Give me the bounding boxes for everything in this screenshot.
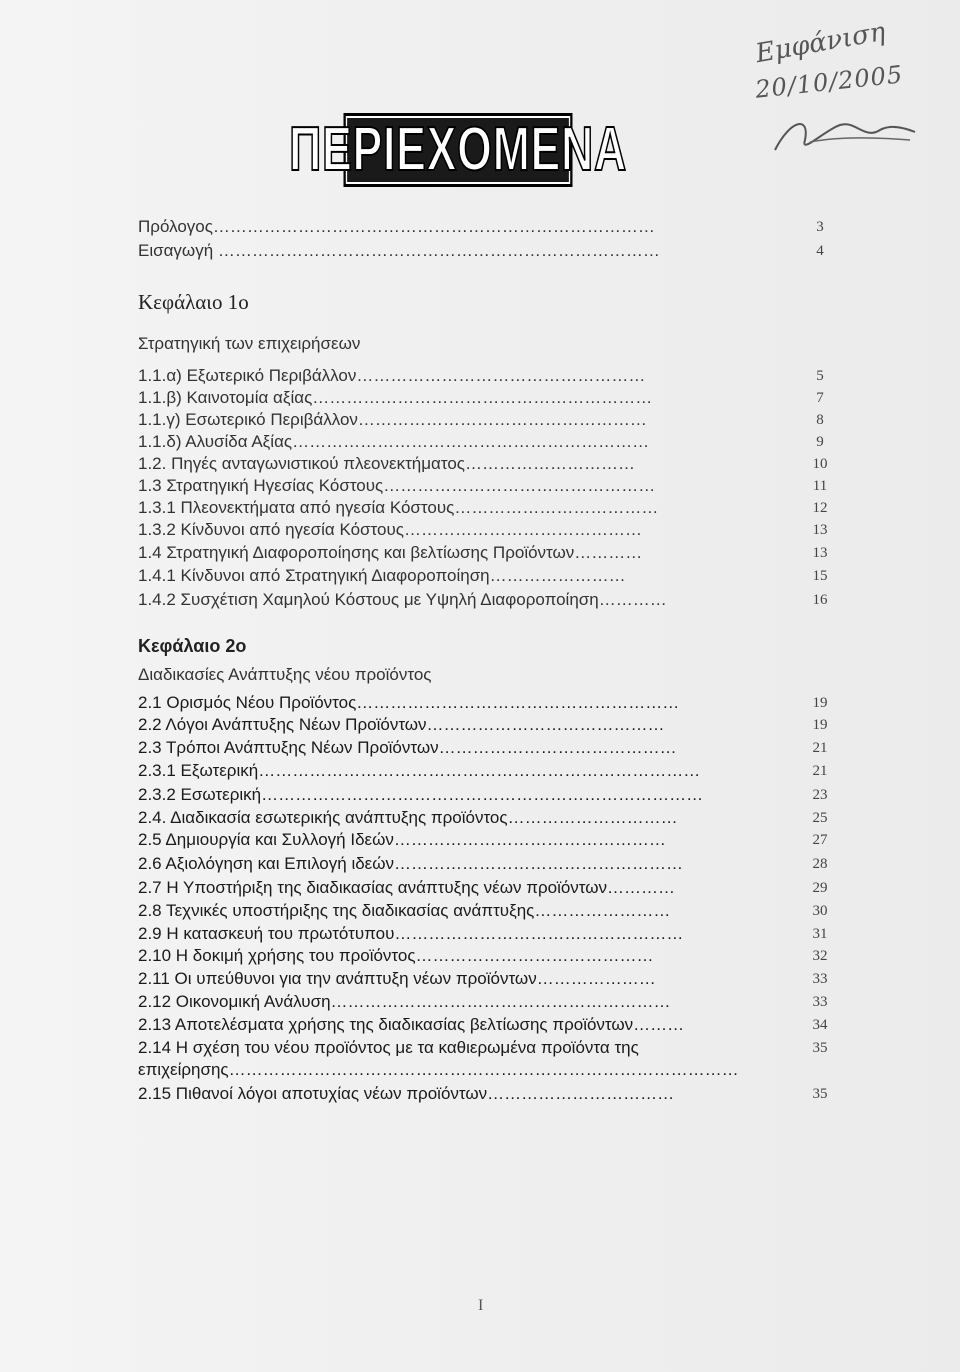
toc-page-number: 25 [812, 810, 828, 826]
toc-page-number: 29 [812, 880, 828, 896]
toc-entry: 2.12 Οικονομική Ανάλυση…………………………………………………… [138, 992, 671, 1011]
toc-page-number: 27 [812, 832, 828, 848]
footer-page-number: I [478, 1297, 484, 1314]
toc-page-number: 35 [812, 1086, 828, 1102]
toc-entry: 2.8 Τεχνικές υποστήριξης της διαδικασίας ανάπτυξης…………………… [138, 901, 671, 920]
toc-page-number: 34 [812, 1017, 828, 1033]
toc-entry: 1.3 Στρατηγική Ηγεσίας Κόστους………………………………………… [138, 476, 656, 495]
handwritten-note-line2: 20/10/2005 [753, 60, 905, 104]
toc-entry-continuation: επιχείρησης……………………………………………………………………………… [138, 1060, 739, 1079]
toc-entry-prologue: Πρόλογος…………………………………………………………………… [138, 217, 655, 236]
toc-page-number: 15 [812, 568, 828, 584]
toc-page-number: 32 [812, 948, 828, 964]
toc-page-number: 7 [816, 390, 824, 406]
toc-entry: 2.1 Ορισμός Νέου Προϊόντος………………………………………………… [138, 693, 680, 712]
chapter-2-subtitle: Διαδικασίες Ανάπτυξης νέου προϊόντος [138, 665, 432, 684]
toc-page-number: 19 [812, 695, 828, 711]
signature-scribble [770, 110, 920, 160]
chapter-1-heading: Κεφάλαιο 1ο [138, 290, 249, 314]
toc-entry: 2.13 Αποτελέσματα χρήσης της διαδικασίας βελτίωσης προϊόντων……… [138, 1015, 685, 1034]
toc-entry: 1.1.α) Εξωτερικό Περιβάλλον…………………………………………… [138, 366, 646, 385]
toc-page-number: 33 [812, 994, 828, 1010]
toc-entry: 1.1.γ) Εσωτερικό Περιβάλλον…………………………………………… [138, 410, 647, 429]
toc-page-number: 4 [816, 243, 824, 259]
toc-page-number: 21 [812, 763, 828, 779]
toc-page-number: 13 [812, 545, 828, 561]
toc-entry: 2.3.2 Εσωτερική…………………………………………………………………… [138, 785, 704, 804]
toc-entry: 1.2. Πηγές ανταγωνιστικού πλεονεκτήματος………………………… [138, 454, 635, 473]
toc-entry: 1.4 Στρατηγική Διαφοροποίησης και βελτίωσης Προϊόντων………… [138, 543, 643, 562]
toc-page-number: 21 [812, 740, 828, 756]
toc-page-number: 16 [812, 592, 828, 608]
toc-page-number: 28 [812, 856, 828, 872]
toc-entry: 2.11 Οι υπεύθυνοι για την ανάπτυξη νέων προϊόντων………………… [138, 969, 656, 988]
toc-entry: 2.4. Διαδικασία εσωτερικής ανάπτυξης προϊόντος………………………… [138, 808, 678, 827]
toc-page-number: 13 [812, 522, 828, 538]
toc-page-number: 5 [816, 368, 824, 384]
toc-page-number: 10 [812, 456, 828, 472]
chapter-1-subtitle: Στρατηγική των επιχειρήσεων [138, 334, 361, 353]
toc-entry: 2.10 Η δοκιμή χρήσης του προϊόντος…………………………………… [138, 946, 654, 965]
toc-entry: 1.1.β) Καινοτομία αξίας…………………………………………………… [138, 388, 653, 407]
toc-page-number: 35 [812, 1040, 828, 1056]
toc-page-number: 11 [812, 478, 828, 494]
toc-entry: 1.3.2 Κίνδυνοι από ηγεσία Κόστους…………………………………… [138, 520, 642, 539]
toc-entry-introduction: Εισαγωγή …………………………………………………………………… [138, 241, 660, 260]
page-title: ΠΕΡΙΕΧΟΜΕΝΑ [344, 113, 573, 187]
toc-page-number: 3 [816, 219, 824, 235]
toc-page-number: 8 [816, 412, 824, 428]
toc-entry: 2.6 Αξιολόγηση και Επιλογή ιδεών…………………………………………… [138, 854, 684, 873]
toc-entry: 1.1.δ) Αλυσίδα Αξίας……………………………………………………… [138, 432, 650, 451]
toc-page-number: 9 [816, 434, 824, 450]
toc-entry: 2.9 Η κατασκευή του πρωτότυπου…………………………………………… [138, 924, 684, 943]
toc-entry: 1.4.1 Κίνδυνοι από Στρατηγική Διαφοροποίηση…………………… [138, 566, 626, 585]
toc-entry: 2.5 Δημιουργία και Συλλογή Ιδεών………………………………………… [138, 830, 666, 849]
handwritten-note-line1: Εμφάνιση [753, 16, 888, 70]
toc-page-number: 30 [812, 903, 828, 919]
toc-page-number: 23 [812, 787, 828, 803]
toc-page-number: 31 [812, 926, 828, 942]
toc-page-number: 12 [812, 500, 828, 516]
toc-entry: 2.15 Πιθανοί λόγοι αποτυχίας νέων προϊόντων…………………………… [138, 1084, 675, 1103]
toc-entry: 2.3.1 Εξωτερική…………………………………………………………………… [138, 761, 701, 780]
toc-entry: 2.7 Η Υποστήριξη της διαδικασίας ανάπτυξης νέων προϊόντων………… [138, 878, 676, 897]
toc-page-number: 19 [812, 717, 828, 733]
toc-entry: 2.2 Λόγοι Ανάπτυξης Νέων Προϊόντων…………………………………… [138, 715, 665, 734]
toc-entry: 1.3.1 Πλεονεκτήματα από ηγεσία Κόστους……………………………… [138, 498, 659, 517]
toc-page-number: 33 [812, 971, 828, 987]
chapter-2-heading: Κεφάλαιο 2ο [138, 636, 247, 656]
toc-entry: 2.14 Η σχέση του νέου προϊόντος με τα καθιερωμένα προϊόντα της [138, 1038, 639, 1057]
toc-entry: 2.3 Τρόποι Ανάπτυξης Νέων Προϊόντων…………………………………… [138, 738, 677, 757]
toc-entry: 1.4.2 Συσχέτιση Χαμηλού Κόστους με Υψηλή Διαφοροποίηση………… [138, 590, 667, 609]
